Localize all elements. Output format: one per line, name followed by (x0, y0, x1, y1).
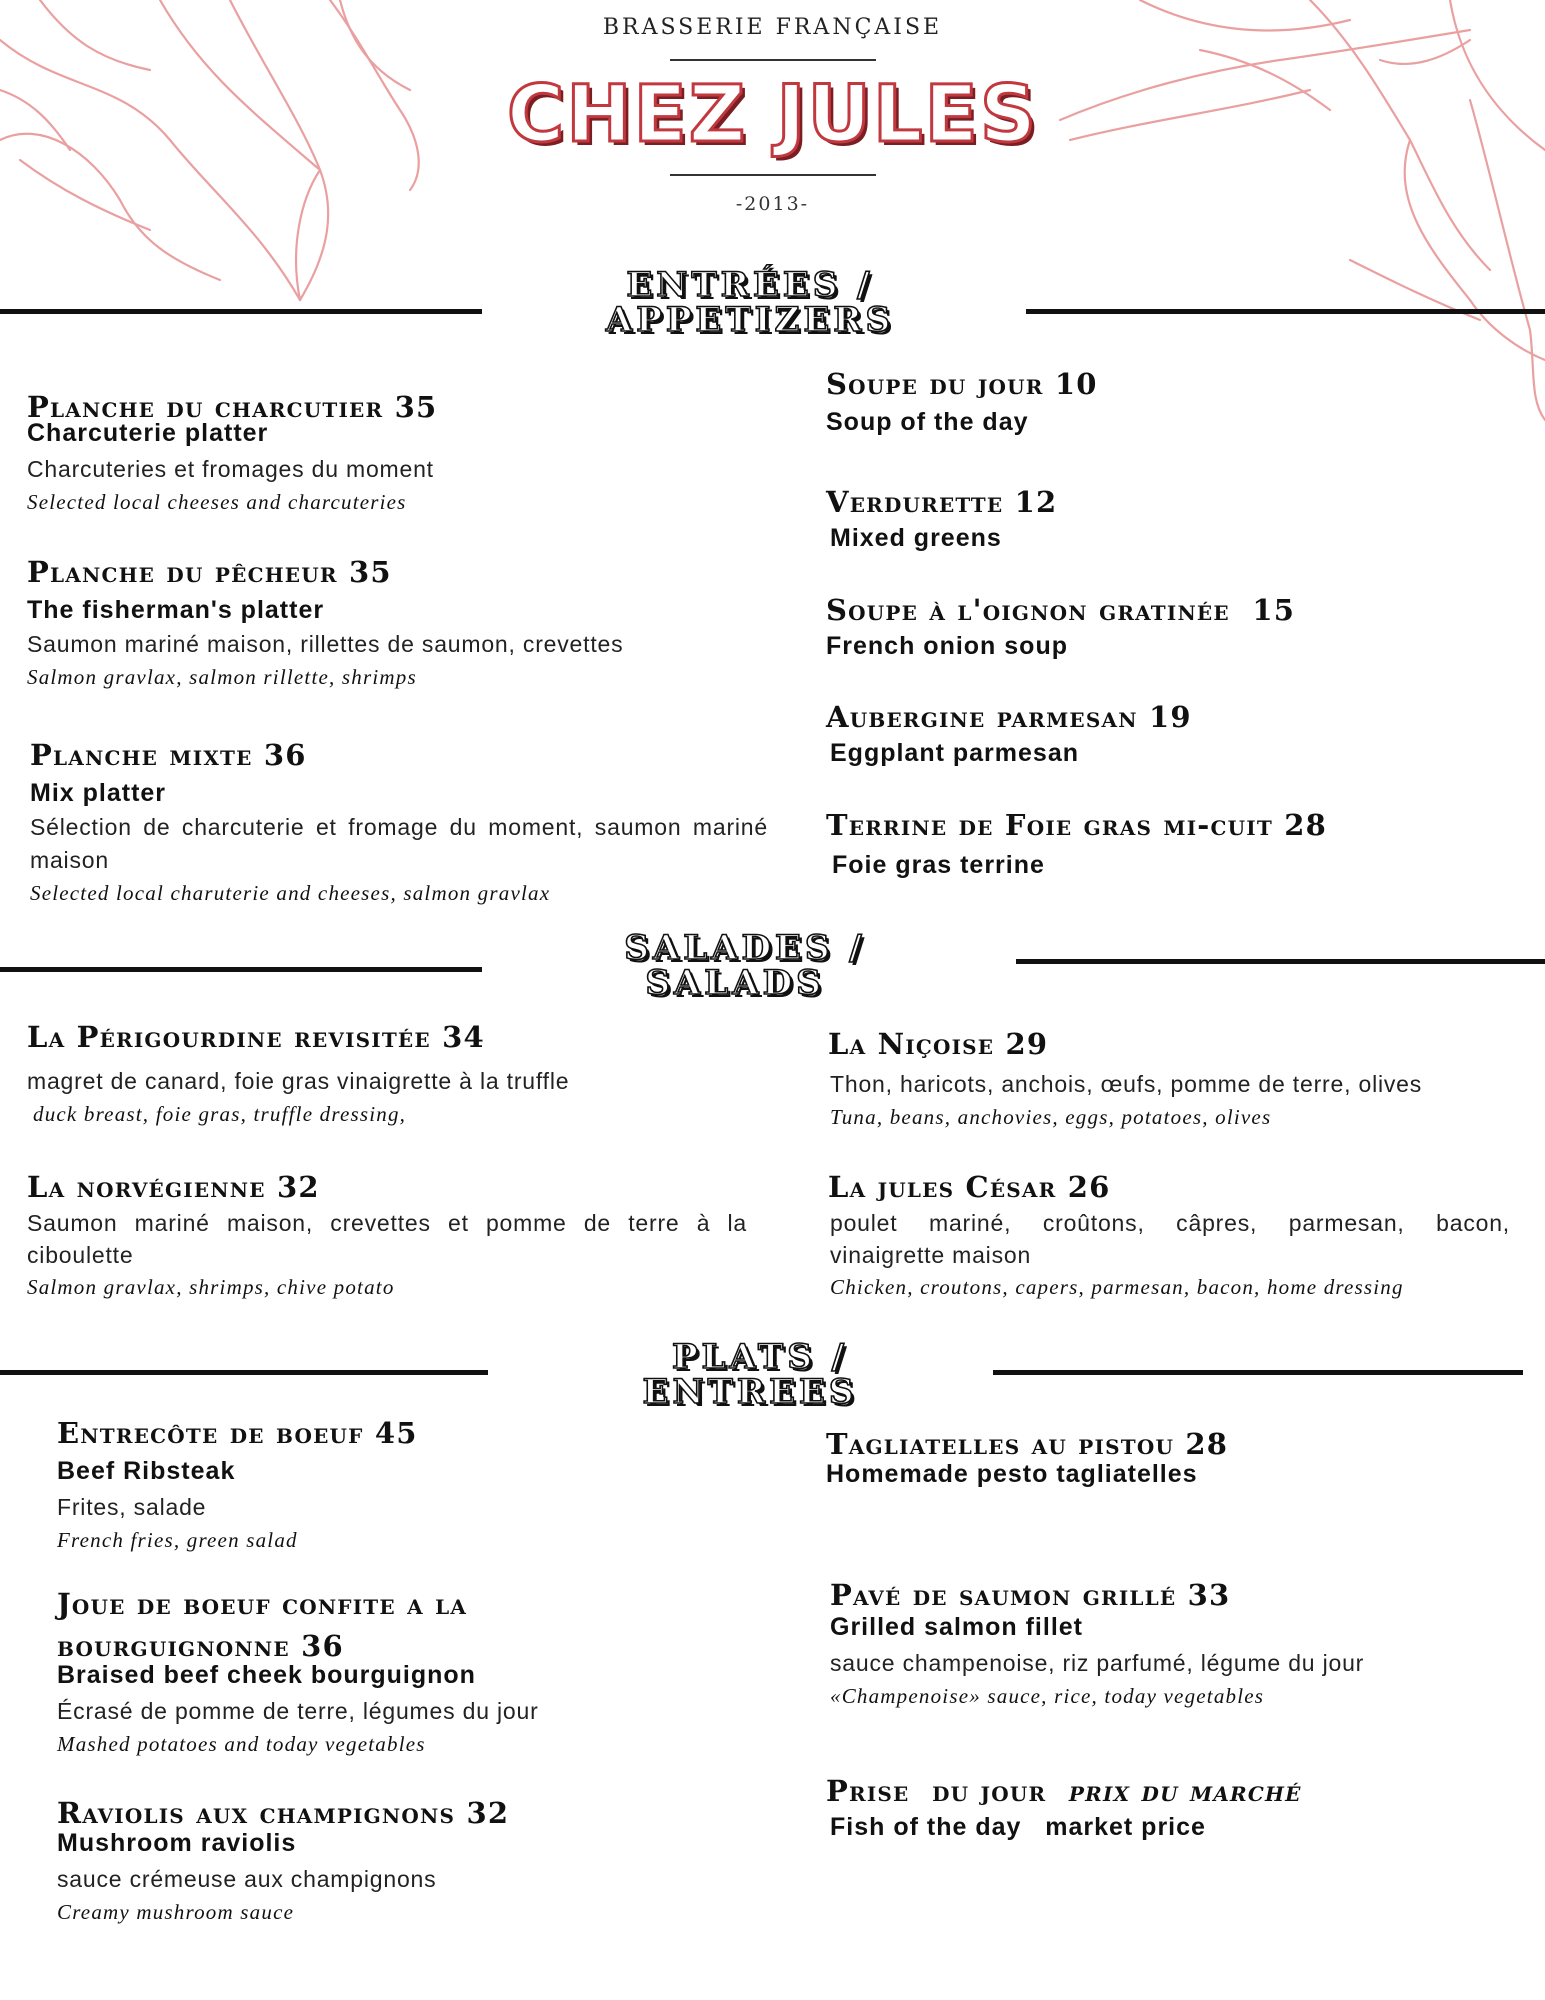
item-name: La jules César 26 (828, 1170, 1111, 1204)
item-english: Mushroom raviolis (57, 1829, 297, 1857)
item-description-fr: Saumon mariné maison, crevettes et pomme de terre à la ciboulette (27, 1210, 747, 1268)
appetizers-rule-left (0, 309, 482, 314)
item-english: Charcuterie platter (27, 419, 269, 447)
menu-item-aubergine-parmesan (826, 697, 1526, 769)
item-english: French onion soup (826, 632, 1068, 660)
menu-item-planche-mixte (30, 735, 768, 909)
item-description-fr: Saumon mariné maison, rillettes de saumon, crevettes (27, 631, 624, 657)
menu-item-verdurette (826, 482, 1526, 554)
item-english: Foie gras terrine (832, 851, 1045, 879)
item-name: Soupe du jour 10 (826, 367, 1098, 401)
menu-item-terrine-foie-gras (826, 805, 1526, 881)
item-description-en: French fries, green salad (57, 1528, 298, 1552)
item-name: Verdurette 12 (826, 485, 1058, 519)
mains-title-line2: ENTREES (642, 1372, 858, 1412)
item-name: Raviolis aux champignons 32 (57, 1796, 510, 1830)
appetizers-section-title (540, 265, 960, 340)
item-name: Planche mixte 36 (30, 738, 307, 772)
salads-section-title (540, 928, 950, 1003)
menu-item-planche-pecheur (27, 552, 767, 693)
item-description-fr: sauce champenoise, riz parfumé, légume du jour (830, 1650, 1365, 1676)
item-english: Fish of the day market price (830, 1813, 1206, 1841)
item-name: Terrine de Foie gras mi-cuit 28 (826, 808, 1327, 842)
item-description-en: Creamy mushroom sauce (57, 1900, 295, 1924)
menu-item-tagliatelles (826, 1424, 1526, 1490)
item-english: Mixed greens (830, 524, 1002, 552)
item-name: Soupe à l'oignon gratinée 15 (826, 593, 1296, 627)
item-description-en: duck breast, foie gras, truffle dressing, (33, 1102, 407, 1126)
item-name-italic: prix du marché (1068, 1774, 1302, 1808)
salads-title-line1: SALADES / (624, 928, 866, 968)
item-description-en: Tuna, beans, anchovies, eggs, potatoes, olives (830, 1105, 1272, 1129)
item-description-fr: Frites, salade (57, 1494, 207, 1520)
item-description-en: Chicken, croutons, capers, parmesan, bacon, home dressing (830, 1275, 1404, 1299)
item-description-fr: sauce crémeuse aux champignons (57, 1866, 437, 1892)
menu-item-soupe-du-jour (826, 364, 1526, 438)
menu-item-perigourdine (27, 1017, 767, 1130)
item-name-text: Prise du jour (826, 1774, 1047, 1808)
item-description-fr: Sélection de charcuterie et fromage du moment, saumon mariné maison (30, 814, 768, 873)
menu-item-prise-du-jour (826, 1771, 1526, 1843)
item-name: Pavé de saumon grillé 33 (830, 1578, 1231, 1612)
header-rule-bottom (670, 174, 876, 176)
item-english: Beef Ribsteak (57, 1457, 236, 1485)
appetizers-title-line1: ENTRÉES / (626, 265, 874, 305)
item-description-en: Salmon gravlax, shrimps, chive potato (27, 1275, 395, 1299)
item-name: La Niçoise 29 (828, 1027, 1049, 1061)
mains-section-title (545, 1337, 975, 1412)
mains-title-line1: PLATS / (671, 1337, 849, 1377)
item-description-fr: Écrasé de pomme de terre, légumes du jour (57, 1698, 539, 1724)
item-description-fr: Thon, haricots, anchois, œufs, pomme de terre, olives (830, 1071, 1423, 1097)
menu-item-norvegienne (27, 1167, 747, 1303)
founding-year: -2013- (735, 193, 810, 215)
menu-item-jules-cesar (828, 1167, 1510, 1303)
restaurant-name: CHEZ JULES (506, 70, 1039, 160)
salads-rule-left (0, 967, 482, 972)
item-name: Planche du pêcheur 35 (27, 555, 392, 589)
item-english: Grilled salmon fillet (830, 1613, 1083, 1641)
item-name: Joue de boeuf confite a la bourguignonne 36 (57, 1587, 468, 1663)
item-description-en: Mashed potatoes and today vegetables (57, 1732, 426, 1756)
item-name: Tagliatelles au pistou 28 (826, 1427, 1229, 1461)
mains-rule-right (993, 1370, 1523, 1375)
item-description-fr: poulet mariné, croûtons, câpres, parmesan, bacon, vinaigrette maison (830, 1210, 1510, 1268)
menu-item-soupe-oignon (826, 590, 1526, 662)
salads-rule-right (1016, 959, 1545, 964)
item-name: La Périgourdine revisitée 34 (27, 1020, 485, 1054)
item-description-en: Selected local cheeses and charcuteries (27, 490, 407, 514)
menu-item-nicoise (828, 1024, 1528, 1133)
item-english: Homemade pesto tagliatelles (826, 1460, 1198, 1488)
item-description-fr: Charcuteries et fromages du moment (27, 456, 434, 482)
salads-title-line2: SALADS (645, 963, 825, 1003)
item-name: Aubergine parmesan 19 (826, 700, 1192, 734)
item-name: La norvégienne 32 (27, 1170, 320, 1204)
brasserie-subtitle: BRASSERIE FRANÇAISE (602, 15, 943, 40)
item-description-en: «Champenoise» sauce, rice, today vegetables (830, 1684, 1265, 1708)
menu-item-pave-de-saumon (830, 1575, 1530, 1712)
menu-item-planche-charcutier (27, 387, 767, 518)
item-name: Entrecôte de boeuf 45 (57, 1416, 418, 1450)
appetizers-title-line2: APPETIZERS (605, 300, 895, 340)
item-english: Soup of the day (826, 408, 1029, 436)
item-english: The fisherman's platter (27, 596, 325, 624)
mains-rule-left (0, 1370, 488, 1375)
item-name (826, 1771, 1526, 1811)
menu-item-raviolis (57, 1793, 757, 1928)
item-name: Planche du charcutier 35 (27, 390, 438, 424)
header-rule-top (670, 59, 876, 61)
item-english: Braised beef cheek bourguignon (57, 1661, 476, 1689)
item-description-en: Salmon gravlax, salmon rillette, shrimps (27, 665, 417, 689)
menu-item-entrecote (57, 1413, 757, 1556)
item-english: Mix platter (30, 779, 167, 807)
item-english: Eggplant parmesan (830, 739, 1079, 767)
menu-header (0, 0, 1545, 230)
item-description-en: Selected local charuterie and cheeses, salmon gravlax (30, 881, 551, 905)
appetizers-rule-right (1026, 309, 1545, 314)
menu-item-joue-de-boeuf (57, 1583, 617, 1760)
item-description-fr: magret de canard, foie gras vinaigrette à la truffle (27, 1068, 570, 1094)
